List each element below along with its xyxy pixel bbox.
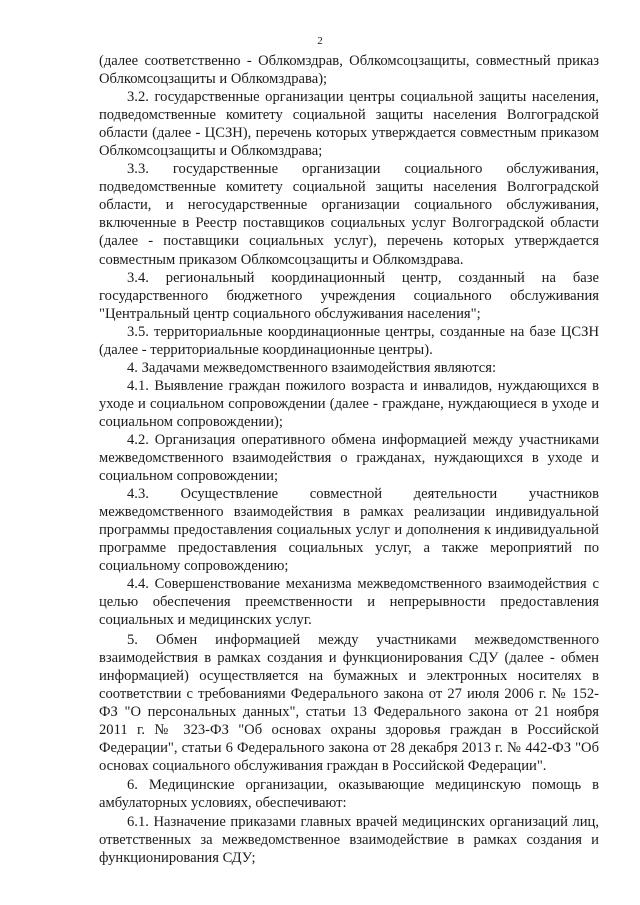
paragraph-6-1: 6.1. Назначение приказами главных врачей медицинских организаций лиц, ответственных за межведомственное взаимодействие в рамках создания и функционирования СДУ; xyxy=(99,813,599,867)
paragraph-3-3: 3.3. государственные организации социального обслуживания, подведомственные комитету социальной защиты населения Волгоградской области, и негосударственные организации социального обслуживания, включенные в Реестр поставщиков социальных услуг Волгоградской области (далее - поставщики социальных услуг), перечень которых утверждается совместным приказом Облкомсоцзащиты и Облкомздрава. xyxy=(99,161,599,268)
paragraph-4-1: 4.1. Выявление граждан пожилого возраста и инвалидов, нуждающихся в уходе и социальном сопровождении (далее - граждане, нуждающиеся в уходе и социальном сопровождении); xyxy=(99,377,599,430)
paragraph-3-5: 3.5. территориальные координационные центры, созданные на базе ЦСЗН (далее - территориальные координационные центры). xyxy=(99,323,599,358)
page-number: 2 xyxy=(317,35,323,47)
paragraph-4-3: 4.3. Осуществление совместной деятельности участников межведомственного взаимодействия в рамках реализации индивидуальной программы предоставления социальных услуг и дополнения к индивидуальной программе предоставления социальных услуг, а также мероприятий по социальному сопровождению; xyxy=(99,486,599,575)
document-body xyxy=(99,52,599,867)
paragraph-4-4: 4.4. Совершенствование механизма межведомственного взаимодействия с целью обеспечения преемственности и непрерывности предоставления социальных и медицинских услуг. xyxy=(99,576,599,629)
paragraph-3-4: 3.4. региональный координационный центр, созданный на базе государственного бюджетного учреждения социального обслуживания "Центральный центр социального обслуживания населения"; xyxy=(99,269,599,322)
paragraph-3-2: 3.2. государственные организации центры социальной защиты населения, подведомственные комитету социальной защиты населения Волгоградской области (далее - ЦСЗН), перечень которых утверждается совместным приказом Облкомсоцзащиты и Облкомздрава; xyxy=(99,89,599,160)
paragraph-5: 5. Обмен информацией между участниками межведомственного взаимодействия в рамках создания и функционирования СДУ (далее - обмен информацией) осуществляется на бумажных и электронных носителях в соответствии с требованиями Федерального закона от 27 июля 2006 г. № 152-ФЗ "О персональных данных", статьи 13 Федерального закона от 21 ноября 2011 г. № 323-ФЗ "Об основах охраны здоровья граждан в Российской Федерации", статьи 6 Федерального закона от 28 декабря 2013 г. № 442-ФЗ "Об основах социального обслуживания граждан в Российской Федерации". xyxy=(99,631,599,774)
paragraph-4: 4. Задачами межведомственного взаимодействия являются: xyxy=(127,359,496,376)
paragraph-continuation: (далее соответственно - Облкомздрав, Облкомсоцзащиты, совместный приказ Облкомсоцзащиты и Облкомздрава); xyxy=(99,53,599,88)
paragraph-6: 6. Медицинские организации, оказывающие медицинскую помощь в амбулаторных условиях, обеспечивают: xyxy=(99,776,599,811)
paragraph-4-2: 4.2. Организация оперативного обмена информацией между участниками межведомственного взаимодействия о гражданах, нуждающихся в уходе и социальном сопровождении; xyxy=(99,431,599,485)
